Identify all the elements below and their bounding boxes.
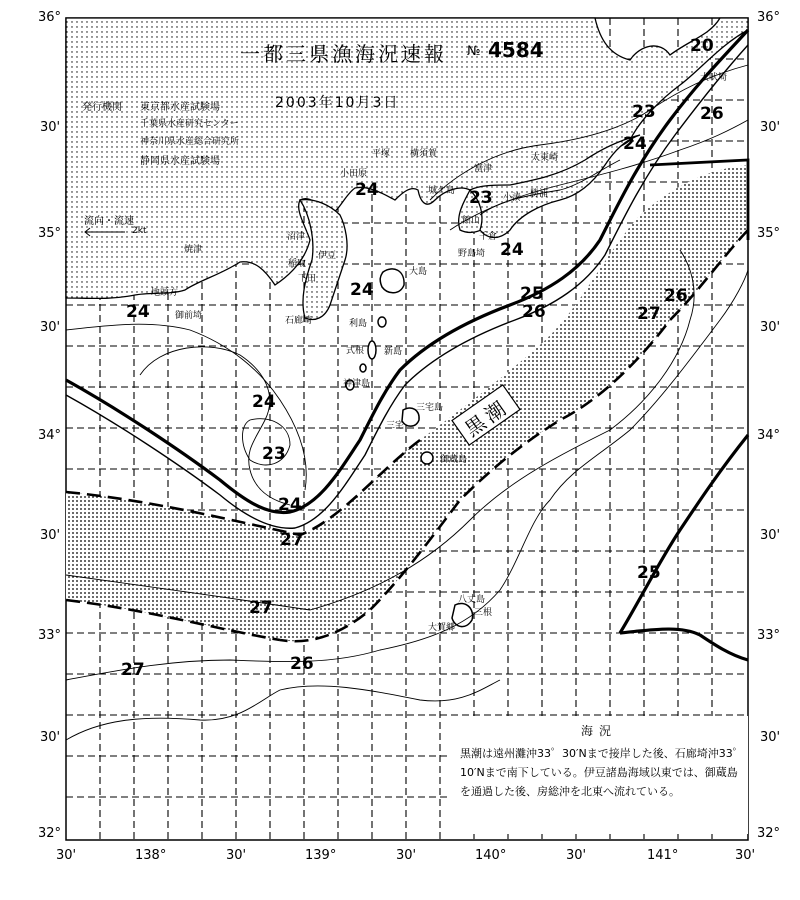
issue-number: 4584: [488, 38, 544, 62]
lon-141-30: 30': [735, 848, 756, 863]
place-label: 沼津: [287, 232, 306, 242]
lat-right-36: 36°: [757, 10, 781, 25]
place-label: 利島: [349, 319, 368, 329]
notes-body: 黒潮は遠州灘沖33゜30′Nまで接岸した後、石廊埼沖33゜10′Nまで南下している。伊豆諸島海域以東では、御蔵島を通過した後、房総沖を北東へ流れている。: [460, 747, 744, 798]
place-label: 館山: [462, 216, 481, 226]
isotherm-label: 24: [278, 495, 302, 515]
publisher-2: 千葉県水産研究センター: [140, 119, 239, 129]
issue-prefix: №: [467, 44, 481, 59]
publisher-1: 東京都水産試験場: [140, 102, 220, 113]
isotherm-label: 27: [280, 530, 304, 550]
lat-right-34: 34°: [757, 428, 781, 443]
place-label: 富津: [474, 164, 493, 174]
isotherm-label: 24: [623, 134, 647, 154]
lat-left-32: 32°: [38, 826, 62, 841]
lat-right-33-30: 30': [760, 528, 781, 543]
place-label: 大島: [409, 267, 428, 277]
place-label: 横須賀: [410, 149, 438, 159]
notes-title: 海況: [580, 724, 617, 738]
island-niijima: [368, 341, 376, 359]
island-toshima: [378, 317, 386, 327]
lat-right-32-30: 30': [760, 730, 781, 745]
island-mikura: [421, 452, 433, 464]
island-oshima: [380, 269, 404, 293]
kuroshio-label: 黒潮: [460, 394, 514, 442]
lat-right-34-30: 30': [760, 320, 781, 335]
place-label: 小田原: [340, 169, 368, 179]
place-label: 下田: [298, 274, 317, 284]
place-label: 御蔵島: [440, 455, 468, 465]
place-label: 三宅島: [416, 403, 444, 413]
place-label: 野島埼: [458, 249, 486, 259]
isotherm-label: 23: [632, 102, 656, 122]
place-label: 石廊崎: [285, 316, 313, 326]
lat-left-34-30: 30': [40, 320, 61, 335]
place-label: 地頭方: [151, 288, 179, 298]
issue-date: 2003年10月3日: [275, 95, 400, 111]
place-label: 稲取: [288, 259, 307, 269]
lon-139-30: 30': [396, 848, 417, 863]
lon-139: 139°: [305, 848, 337, 863]
lat-left-36: 36°: [38, 10, 62, 25]
isotherm-label: 26: [700, 104, 724, 124]
isotherm-label: 25: [520, 284, 544, 304]
lon-140-30: 30': [566, 848, 587, 863]
isotherm-label: 20: [690, 36, 714, 56]
isotherm-label: 27: [121, 660, 145, 680]
island-hachijo: [452, 603, 473, 626]
isotherm-label: 24: [350, 280, 374, 300]
lat-left-33: 33°: [38, 628, 62, 643]
lat-left-35: 35°: [38, 226, 62, 241]
lat-right-35-30: 30': [760, 120, 781, 135]
isotherm-label: 25: [637, 563, 661, 583]
lon-140: 140°: [475, 848, 507, 863]
place-label: 勝浦: [530, 189, 549, 199]
place-label: 小湊: [503, 193, 522, 203]
isotherm-label: 24: [126, 302, 150, 322]
place-label: 八丈島: [458, 595, 486, 605]
place-label: 御前埼: [175, 311, 203, 321]
place-label: 平塚: [372, 149, 391, 159]
isotherm-label: 24: [355, 180, 379, 200]
isotherm-label: 26: [664, 286, 688, 306]
place-label: 伊豆: [318, 251, 337, 261]
isotherm-label: 23: [469, 188, 493, 208]
isotherm-label: 26: [522, 302, 546, 322]
isotherm-label: 27: [249, 598, 273, 618]
lat-left-35-30: 30': [40, 120, 61, 135]
isotherm-label: 27: [637, 304, 661, 324]
place-label: 焼津: [184, 245, 203, 255]
lon-138-30: 30': [226, 848, 247, 863]
publisher-4: 静岡県水産試験場: [140, 156, 220, 167]
isotherm-label: 26: [290, 654, 314, 674]
map-title: 一都三県漁海況速報: [240, 42, 447, 66]
isotherm-label: 23: [262, 444, 286, 464]
place-label: 大賀郷: [428, 623, 456, 633]
publisher-label: 発行機関: [82, 102, 122, 113]
lat-left-32-30: 30': [40, 730, 61, 745]
lat-right-32: 32°: [757, 826, 781, 841]
place-label: 城ケ島: [428, 186, 456, 196]
legend-value: 2kt: [132, 226, 147, 236]
place-label: 三根: [474, 608, 493, 618]
place-label: 新島: [384, 347, 403, 357]
lat-left-34: 34°: [38, 428, 62, 443]
publisher-3: 神奈川県水産総合研究所: [140, 137, 240, 147]
place-label: 犬吠埼: [700, 73, 728, 83]
legend-label: 流向・流速: [84, 216, 134, 227]
isotherm-label: 24: [252, 392, 276, 412]
place-label: 式根: [346, 346, 365, 356]
lat-left-33-30: 30': [40, 528, 61, 543]
lat-right-35: 35°: [757, 226, 781, 241]
place-label: 三宅: [386, 421, 405, 431]
sea-condition-notes: [450, 716, 748, 834]
lat-right-33: 33°: [757, 628, 781, 643]
lon-141: 141°: [647, 848, 679, 863]
lon-137-30: 30': [56, 848, 77, 863]
place-label: 太東崎: [531, 153, 559, 163]
island-shikine: [360, 364, 366, 372]
place-label: 神津島: [343, 379, 371, 389]
isotherm-label: 24: [500, 240, 524, 260]
lon-138: 138°: [135, 848, 167, 863]
place-label: 千倉: [479, 232, 498, 242]
